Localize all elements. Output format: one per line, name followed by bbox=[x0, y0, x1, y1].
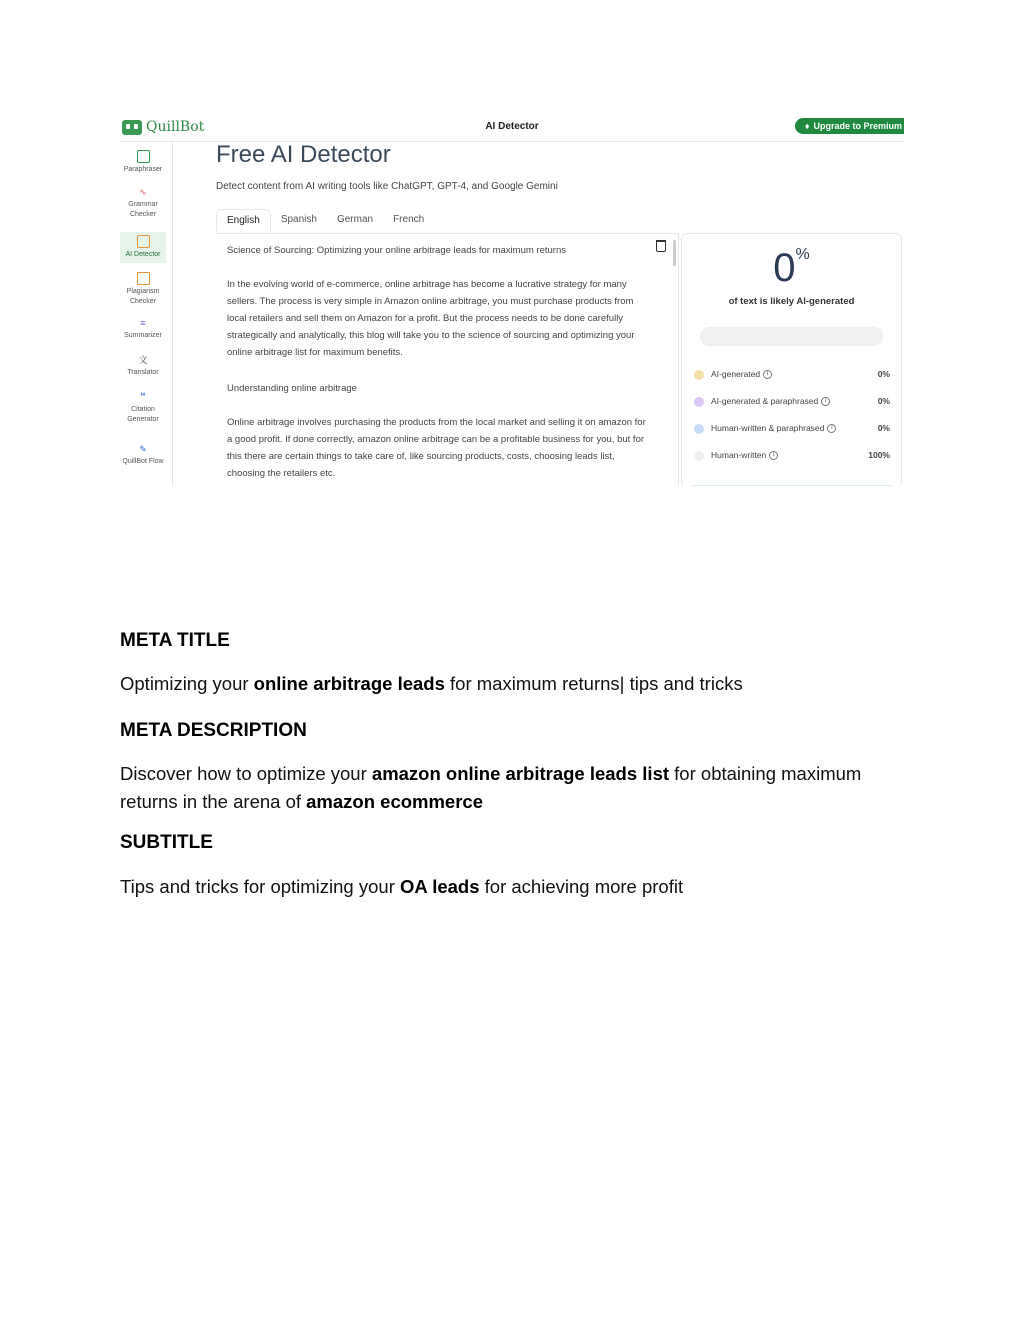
sidebar-item-label: Plagiarism Checker bbox=[126, 288, 160, 305]
result-row-value: 0% bbox=[877, 396, 890, 406]
ai-detector-icon bbox=[137, 235, 150, 248]
result-row-label: AI-generated & paraphrased bbox=[711, 396, 819, 406]
sidebar-item-ai-detector[interactable] bbox=[120, 232, 166, 263]
result-row-human-paraphrased bbox=[694, 423, 890, 435]
legend-dot bbox=[694, 424, 704, 434]
ai-progress-bar bbox=[700, 327, 883, 346]
info-icon[interactable]: i bbox=[821, 397, 830, 406]
sidebar-item-label: Paraphraser bbox=[123, 166, 163, 173]
paraphraser-icon bbox=[137, 150, 150, 163]
citation-generator-icon: “ bbox=[140, 391, 146, 403]
result-row-value: 0% bbox=[877, 369, 890, 379]
subtitle-text bbox=[120, 873, 920, 901]
result-row-ai-generated bbox=[694, 369, 890, 381]
subtitle-heading: SUBTITLE bbox=[120, 832, 213, 853]
diamond-icon: ♦ bbox=[804, 121, 810, 131]
legend-dot bbox=[694, 397, 704, 407]
info-icon[interactable]: i bbox=[827, 424, 836, 433]
sidebar-item-label: Grammar Checker bbox=[128, 201, 158, 218]
sidebar-item-citation-generator[interactable] bbox=[120, 392, 166, 425]
language-tabs bbox=[216, 209, 434, 231]
tab-english[interactable]: English bbox=[216, 209, 271, 231]
plagiarism-checker-icon bbox=[137, 272, 150, 285]
meta-description-text bbox=[120, 760, 920, 816]
sidebar-item-label: QuillBot Flow bbox=[122, 458, 164, 465]
sidebar-item-label: Translator bbox=[127, 369, 159, 376]
detector-subheading: Detect content from AI writing tools like ChatGPT, GPT-4, and Google Gemini bbox=[216, 181, 558, 192]
legend-dot bbox=[694, 451, 704, 461]
summarizer-icon: ≡ bbox=[140, 318, 146, 328]
text-run: Discover how to optimize your bbox=[120, 763, 372, 784]
info-icon[interactable]: i bbox=[769, 451, 778, 460]
sidebar-item-grammar-checker[interactable] bbox=[120, 187, 166, 220]
ai-percentage-sign: % bbox=[795, 246, 810, 263]
text-run: for maximum returns| tips and tricks bbox=[444, 673, 743, 694]
translator-icon: 文 bbox=[138, 355, 148, 365]
result-row-value: 0% bbox=[877, 423, 890, 433]
quillbot-flow-icon: ✎ bbox=[139, 444, 147, 454]
editor-paragraph: Science of Sourcing: Optimizing your online arbitrage leads for maximum returns bbox=[227, 245, 566, 256]
sidebar-item-quillbot-flow[interactable] bbox=[120, 444, 166, 467]
bold-keyword: amazon online arbitrage leads list bbox=[371, 763, 670, 784]
editor-paragraph: Online arbitrage involves purchasing the products from the local market and selling it on amazon for a good profit. If done correctly, amazon online arbitrage can be a profitable business for you, but for this there are certain things to take care of, like sourcing products, costs, choosing leads list, choosing the retailers etc. bbox=[227, 417, 646, 479]
sidebar-item-label: AI Detector bbox=[125, 251, 161, 258]
info-icon[interactable]: i bbox=[763, 370, 772, 379]
sidebar bbox=[120, 142, 173, 486]
bold-keyword: online arbitrage leads bbox=[253, 673, 445, 694]
result-row-label: AI-generated bbox=[711, 369, 761, 379]
grammar-checker-icon: ∿ bbox=[139, 187, 147, 197]
meta-title-heading: META TITLE bbox=[120, 630, 230, 651]
page-title: AI Detector bbox=[485, 121, 539, 132]
bold-keyword: OA leads bbox=[400, 876, 480, 897]
upgrade-button[interactable] bbox=[795, 118, 904, 134]
text-run: Tips and tricks for optimizing your bbox=[120, 876, 400, 897]
editor-paragraph: In the evolving world of e-commerce, online arbitrage has become a lucrative strategy for many sellers. The process is very simple in Amazon online arbitrage, you must purchase products from local retailers and sell them on Amazon for a profit. But the process needs to be done carefully strategically and analytically, this blog will take you to the science of sourcing and optimizing your online arbitrage list for maximum benefits. bbox=[227, 279, 635, 358]
trash-icon[interactable] bbox=[656, 240, 666, 252]
result-row-human-written bbox=[694, 450, 890, 462]
sidebar-item-plagiarism-checker[interactable] bbox=[120, 272, 166, 307]
result-row-ai-paraphrased bbox=[694, 396, 890, 408]
text-run: for obtaining maximum returns in the arena of bbox=[120, 763, 862, 812]
bold-keyword: amazon ecommerce bbox=[306, 791, 484, 812]
meta-description-heading: META DESCRIPTION bbox=[120, 720, 307, 741]
result-panel bbox=[681, 233, 902, 486]
logo-text: QuillBot bbox=[146, 119, 205, 135]
meta-title-text bbox=[120, 670, 920, 698]
editor-paragraph: Understanding online arbitrage bbox=[227, 383, 357, 394]
text-run: Optimizing your bbox=[120, 673, 254, 694]
result-row-label: Human-written & paraphrased bbox=[711, 423, 825, 433]
result-row-value: 100% bbox=[868, 450, 890, 460]
detector-heading: Free AI Detector bbox=[216, 141, 391, 168]
top-bar bbox=[120, 117, 904, 142]
result-row-label: Human-written bbox=[711, 450, 767, 460]
text-input-area[interactable] bbox=[216, 233, 679, 486]
ai-percentage-label: of text is likely AI-generated bbox=[728, 296, 855, 307]
upgrade-label: Upgrade to Premium bbox=[813, 121, 902, 131]
legend-dot bbox=[694, 370, 704, 380]
ai-percentage-value: 0 bbox=[773, 246, 796, 290]
editor-scrollbar[interactable] bbox=[673, 240, 676, 266]
sidebar-item-label: Citation Generator bbox=[127, 406, 159, 423]
text-run: for achieving more profit bbox=[479, 876, 684, 897]
tab-french[interactable]: French bbox=[393, 214, 425, 225]
sidebar-item-paraphraser[interactable] bbox=[120, 150, 166, 175]
quillbot-screenshot bbox=[120, 117, 904, 486]
ai-percentage bbox=[682, 246, 901, 291]
result-bottom-strip bbox=[692, 485, 892, 486]
sidebar-item-summarizer[interactable] bbox=[120, 318, 166, 341]
tab-german[interactable]: German bbox=[336, 214, 374, 225]
sidebar-item-label: Summarizer bbox=[124, 332, 162, 339]
tab-spanish[interactable]: Spanish bbox=[280, 214, 317, 225]
sidebar-item-translator[interactable] bbox=[120, 355, 166, 378]
